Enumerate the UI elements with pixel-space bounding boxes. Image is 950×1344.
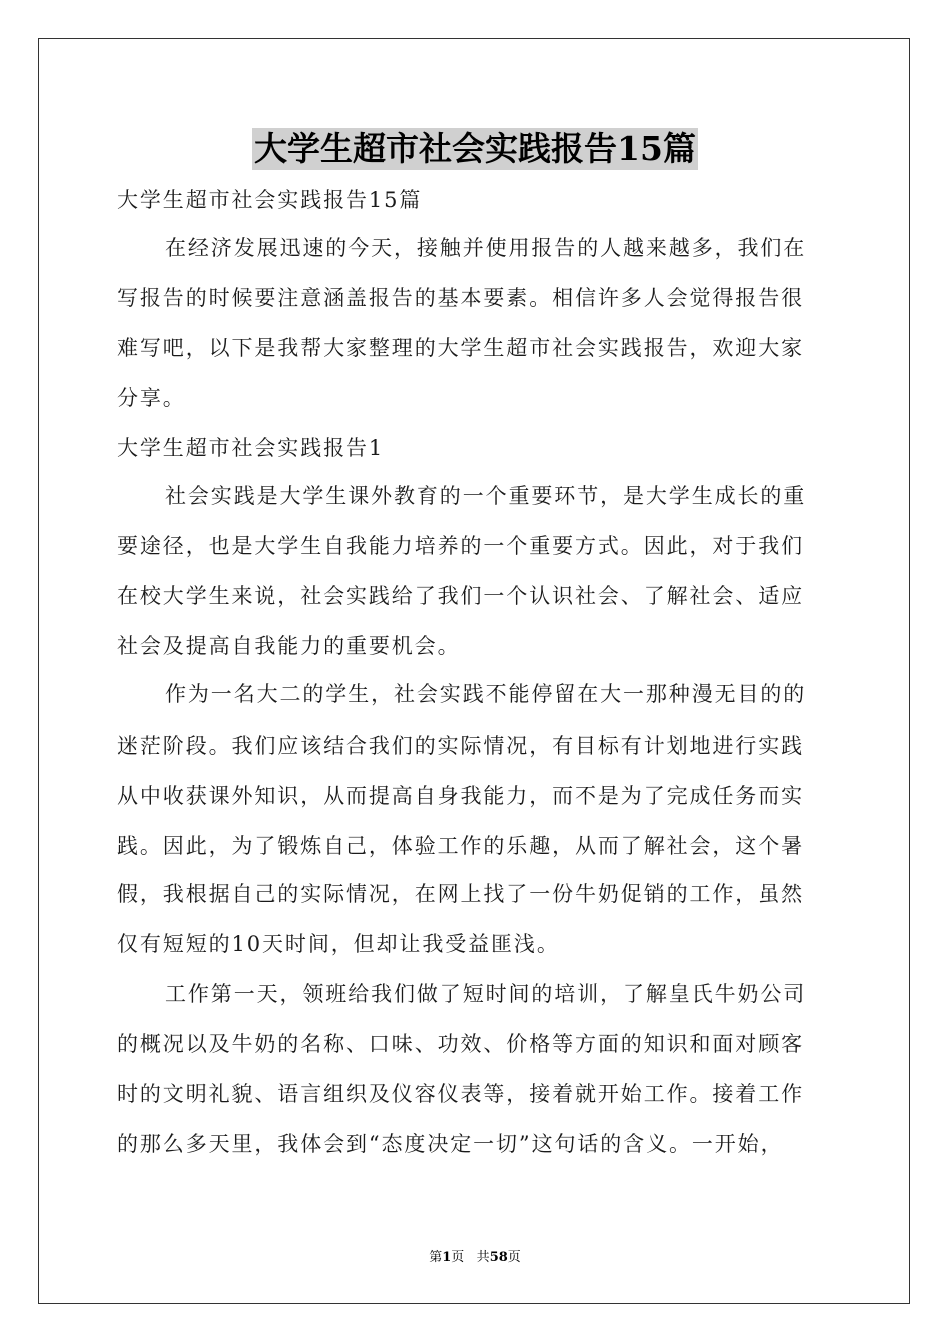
title-container	[0, 128, 950, 170]
paragraph-line: 在校大学生来说，社会实践给了我们一个认识社会、了解社会、适应	[117, 584, 804, 608]
footer-page-prefix: 第	[429, 1250, 443, 1265]
paragraph-line: 难写吧，以下是我帮大家整理的大学生超市社会实践报告，欢迎大家	[117, 336, 804, 360]
paragraph-line: 分享。	[117, 386, 186, 410]
paragraph-line: 在经济发展迅速的今天，接触并使用报告的人越来越多，我们在	[165, 236, 807, 260]
footer-total-prefix: 共	[476, 1250, 490, 1265]
paragraph-line: 作为一名大二的学生，社会实践不能停留在大一那种漫无目的的	[165, 682, 807, 706]
document-title: 大学生超市社会实践报告15篇	[254, 129, 696, 168]
paragraph-line: 假，我根据自己的实际情况，在网上找了一份牛奶促销的工作，虽然	[117, 882, 804, 906]
paragraph-line: 大学生超市社会实践报告15篇	[117, 188, 423, 212]
paragraph-line: 仅有短短的10天时间，但却让我受益匪浅。	[117, 932, 560, 956]
paragraph-line: 工作第一天，领班给我们做了短时间的培训，了解皇氏牛奶公司	[165, 982, 807, 1006]
paragraph-line: 践。因此，为了锻炼自己，体验工作的乐趣，从而了解社会，这个暑	[117, 834, 804, 858]
paragraph-line: 社会及提高自我能力的重要机会。	[117, 634, 461, 658]
footer-page-suffix: 页	[451, 1250, 465, 1265]
footer-total-pages: 58	[489, 1250, 508, 1265]
paragraph-line: 写报告的时候要注意涵盖报告的基本要素。相信许多人会觉得报告很	[117, 286, 804, 310]
footer-total-suffix: 页	[507, 1250, 521, 1265]
paragraph-line: 从中收获课外知识，从而提高自身我能力，而不是为了完成任务而实	[117, 784, 804, 808]
paragraph-line: 迷茫阶段。我们应该结合我们的实际情况，有目标有计划地进行实践	[117, 734, 804, 758]
footer-page-number: 1	[442, 1250, 452, 1265]
paragraph-line: 社会实践是大学生课外教育的一个重要环节，是大学生成长的重	[165, 484, 807, 508]
paragraph-line: 时的文明礼貌、语言组织及仪容仪表等，接着就开始工作。接着工作	[117, 1082, 804, 1106]
paragraph-line: 大学生超市社会实践报告1	[117, 436, 385, 460]
page-border	[38, 38, 910, 1304]
footer-gap	[464, 1250, 476, 1265]
paragraph-line: 的概况以及牛奶的名称、口味、功效、价格等方面的知识和面对顾客	[117, 1032, 804, 1056]
page-footer	[0, 1246, 950, 1265]
paragraph-line: 的那么多天里，我体会到“态度决定一切”这句话的含义。一开始，	[117, 1132, 784, 1156]
paragraph-line: 要途径，也是大学生自我能力培养的一个重要方式。因此，对于我们	[117, 534, 804, 558]
